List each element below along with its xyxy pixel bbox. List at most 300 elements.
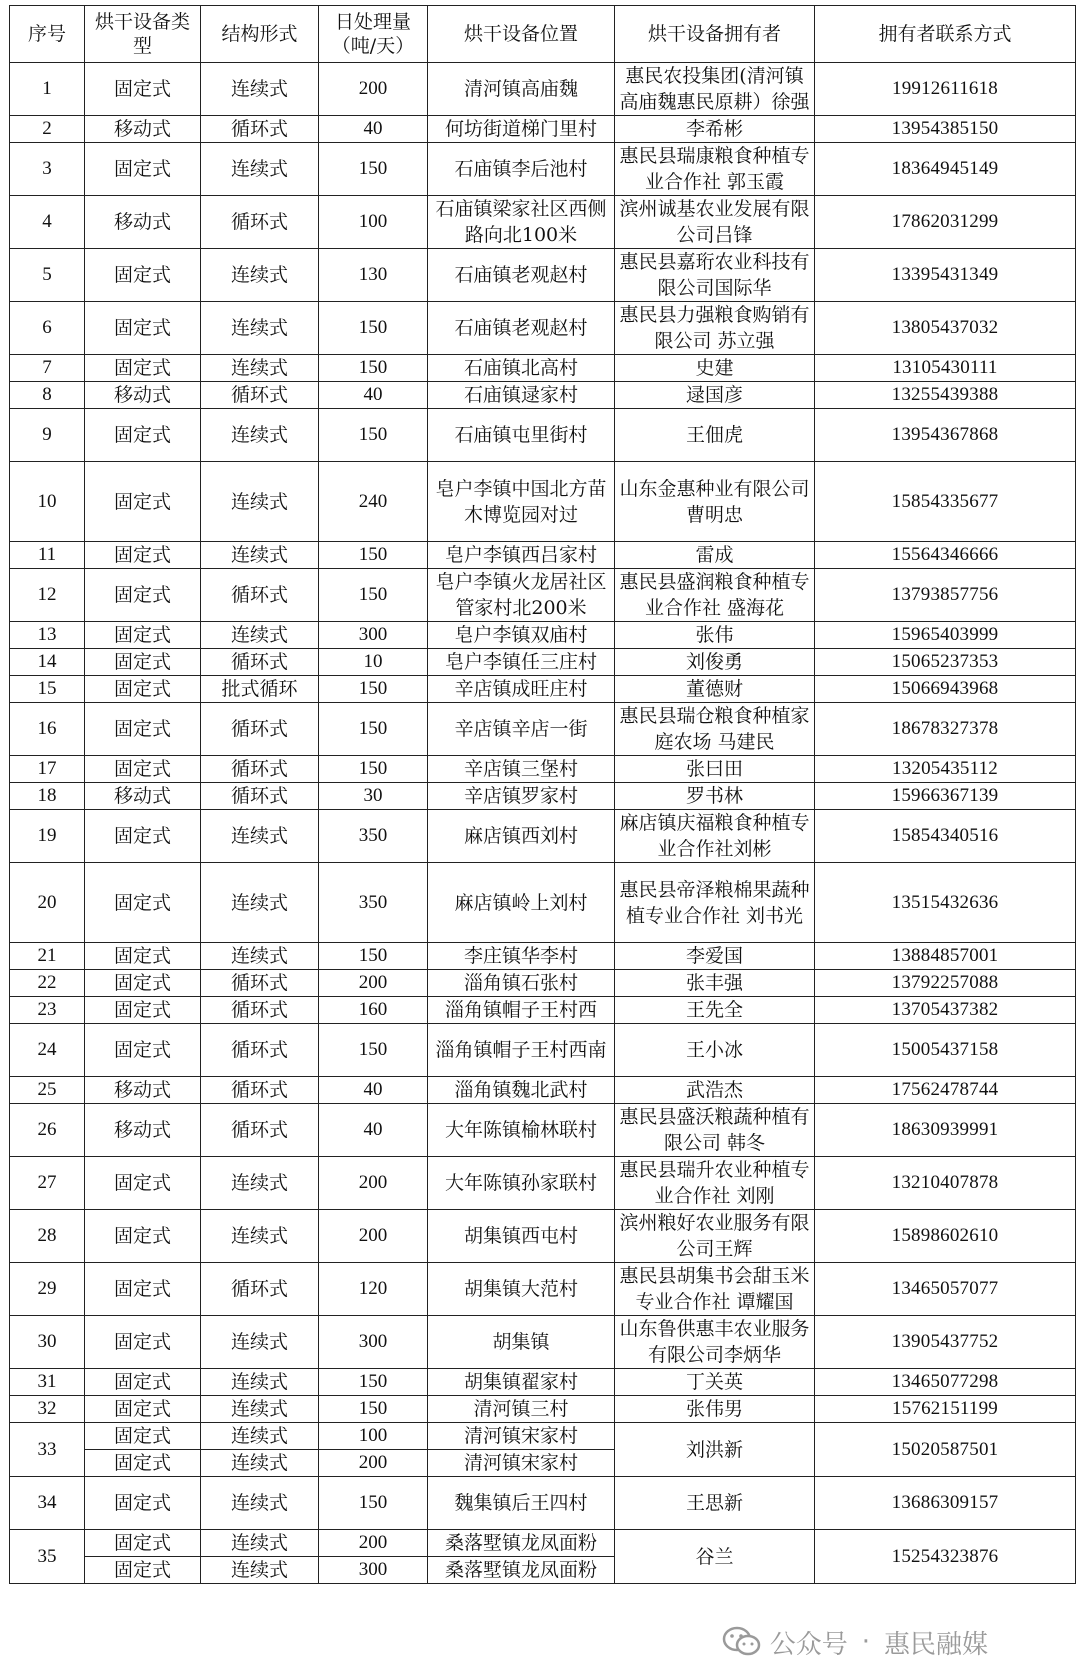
phone-cell: 13905437752 — [815, 1316, 1076, 1369]
owner-cell: 惠民县力强粮食购销有限公司 苏立强 — [615, 302, 815, 355]
structure-cell: 连续式 — [201, 63, 319, 116]
structure-cell: 连续式 — [201, 249, 319, 302]
row-number-cell: 2 — [10, 116, 85, 143]
row-number-cell: 6 — [10, 302, 85, 355]
row-number-cell: 26 — [10, 1104, 85, 1157]
capacity-cell: 130 — [319, 249, 428, 302]
structure-cell: 循环式 — [201, 649, 319, 676]
location-cell: 麻店镇岭上刘村 — [428, 863, 615, 943]
phone-cell: 15564346666 — [815, 542, 1076, 569]
type-cell: 固定式 — [85, 143, 201, 196]
table-body — [10, 63, 1076, 1584]
dryer-equipment-table — [9, 5, 1076, 1584]
row-number-cell: 28 — [10, 1210, 85, 1263]
type-cell: 固定式 — [85, 1369, 201, 1396]
table-row — [10, 302, 1076, 355]
phone-cell: 13686309157 — [815, 1477, 1076, 1530]
phone-cell: 15965403999 — [815, 622, 1076, 649]
table-row — [10, 63, 1076, 116]
location-cell: 清河镇宋家村 — [428, 1423, 615, 1450]
table-row — [10, 997, 1076, 1024]
type-cell: 移动式 — [85, 196, 201, 249]
phone-cell: 13105430111 — [815, 355, 1076, 382]
structure-cell: 循环式 — [201, 1024, 319, 1077]
location-cell: 大年陈镇榆林联村 — [428, 1104, 615, 1157]
structure-cell: 连续式 — [201, 1477, 319, 1530]
table-row — [10, 249, 1076, 302]
owner-cell: 惠民县瑞康粮食种植专业合作社 郭玉霞 — [615, 143, 815, 196]
location-cell: 清河镇三村 — [428, 1396, 615, 1423]
location-cell: 李庄镇华李村 — [428, 943, 615, 970]
type-cell: 移动式 — [85, 783, 201, 810]
header-cell-location: 烘干设备位置 — [428, 6, 615, 63]
location-cell: 石庙镇北高村 — [428, 355, 615, 382]
phone-cell: 13465057077 — [815, 1263, 1076, 1316]
type-cell: 移动式 — [85, 1077, 201, 1104]
type-cell: 固定式 — [85, 409, 201, 462]
structure-cell: 批式循环 — [201, 676, 319, 703]
structure-cell: 循环式 — [201, 1263, 319, 1316]
location-cell: 胡集镇 — [428, 1316, 615, 1369]
type-cell: 固定式 — [85, 1450, 201, 1477]
table-row — [10, 649, 1076, 676]
row-number-cell: 12 — [10, 569, 85, 622]
row-number-cell: 34 — [10, 1477, 85, 1530]
header-cell-type: 烘干设备类型 — [85, 6, 201, 63]
location-cell: 桑落墅镇龙凤面粉 — [428, 1530, 615, 1557]
phone-cell: 15854335677 — [815, 462, 1076, 542]
row-number-cell: 8 — [10, 382, 85, 409]
owner-cell: 谷兰 — [615, 1530, 815, 1584]
structure-cell: 连续式 — [201, 1530, 319, 1557]
type-cell: 固定式 — [85, 622, 201, 649]
owner-cell: 张伟男 — [615, 1396, 815, 1423]
row-number-cell: 31 — [10, 1369, 85, 1396]
type-cell: 固定式 — [85, 676, 201, 703]
owner-cell: 惠民县嘉珩农业科技有限公司国际华 — [615, 249, 815, 302]
phone-cell: 13954385150 — [815, 116, 1076, 143]
capacity-cell: 200 — [319, 1530, 428, 1557]
phone-cell: 17862031299 — [815, 196, 1076, 249]
location-cell: 桑落墅镇龙凤面粉 — [428, 1557, 615, 1584]
structure-cell: 连续式 — [201, 863, 319, 943]
type-cell: 固定式 — [85, 863, 201, 943]
location-cell: 皂户李镇中国北方苗木博览园对过 — [428, 462, 615, 542]
table-row — [10, 409, 1076, 462]
equipment-table-container — [9, 5, 1075, 1584]
owner-cell: 李爱国 — [615, 943, 815, 970]
type-cell: 固定式 — [85, 810, 201, 863]
owner-cell: 滨州诚基农业发展有限公司吕锋 — [615, 196, 815, 249]
header-cell-phone: 拥有者联系方式 — [815, 6, 1076, 63]
owner-cell: 逯国彦 — [615, 382, 815, 409]
capacity-cell: 150 — [319, 756, 428, 783]
table-row — [10, 622, 1076, 649]
location-cell: 辛店镇罗家村 — [428, 783, 615, 810]
row-number-cell: 13 — [10, 622, 85, 649]
owner-cell: 惠民县盛润粮食种植专业合作社 盛海花 — [615, 569, 815, 622]
row-number-cell: 24 — [10, 1024, 85, 1077]
location-cell: 皂户李镇火龙居社区管家村北200米 — [428, 569, 615, 622]
phone-cell: 15898602610 — [815, 1210, 1076, 1263]
structure-cell: 连续式 — [201, 1557, 319, 1584]
type-cell: 固定式 — [85, 997, 201, 1024]
type-cell: 固定式 — [85, 1423, 201, 1450]
location-cell: 皂户李镇任三庄村 — [428, 649, 615, 676]
location-cell: 石庙镇屯里街村 — [428, 409, 615, 462]
owner-cell: 惠民县盛沃粮蔬种植有限公司 韩冬 — [615, 1104, 815, 1157]
location-cell: 清河镇高庙魏 — [428, 63, 615, 116]
location-cell: 辛店镇三堡村 — [428, 756, 615, 783]
header-row — [10, 6, 1076, 63]
capacity-cell: 150 — [319, 302, 428, 355]
type-cell: 固定式 — [85, 249, 201, 302]
type-cell: 固定式 — [85, 1024, 201, 1077]
type-cell: 移动式 — [85, 382, 201, 409]
header-cell-no: 序号 — [10, 6, 85, 63]
phone-cell: 15020587501 — [815, 1423, 1076, 1477]
owner-cell: 丁关英 — [615, 1369, 815, 1396]
capacity-cell: 100 — [319, 196, 428, 249]
phone-cell: 15966367139 — [815, 783, 1076, 810]
structure-cell: 循环式 — [201, 1104, 319, 1157]
capacity-cell: 10 — [319, 649, 428, 676]
phone-cell: 13793857756 — [815, 569, 1076, 622]
phone-cell: 13515432636 — [815, 863, 1076, 943]
capacity-cell: 300 — [319, 1557, 428, 1584]
table-row — [10, 756, 1076, 783]
owner-cell: 惠民农投集团(清河镇高庙魏惠民原耕）徐强 — [615, 63, 815, 116]
capacity-cell: 300 — [319, 1316, 428, 1369]
phone-cell: 13465077298 — [815, 1369, 1076, 1396]
location-cell: 胡集镇大范村 — [428, 1263, 615, 1316]
owner-cell: 王小冰 — [615, 1024, 815, 1077]
owner-cell: 武浩杰 — [615, 1077, 815, 1104]
table-row — [10, 676, 1076, 703]
owner-cell: 滨州粮好农业服务有限公司王辉 — [615, 1210, 815, 1263]
row-number-cell: 21 — [10, 943, 85, 970]
structure-cell: 连续式 — [201, 409, 319, 462]
structure-cell: 连续式 — [201, 622, 319, 649]
structure-cell: 连续式 — [201, 1210, 319, 1263]
table-row — [10, 1210, 1076, 1263]
row-number-cell: 25 — [10, 1077, 85, 1104]
type-cell: 固定式 — [85, 970, 201, 997]
owner-cell: 惠民县胡集书会甜玉米专业合作社 谭耀国 — [615, 1263, 815, 1316]
table-row — [10, 1530, 1076, 1557]
owner-cell: 张伟 — [615, 622, 815, 649]
phone-cell: 18678327378 — [815, 703, 1076, 756]
structure-cell: 循环式 — [201, 1077, 319, 1104]
location-cell: 淄角镇帽子王村西南 — [428, 1024, 615, 1077]
row-number-cell: 3 — [10, 143, 85, 196]
row-number-cell: 23 — [10, 997, 85, 1024]
row-number-cell: 30 — [10, 1316, 85, 1369]
location-cell: 石庙镇梁家社区西侧路向北100米 — [428, 196, 615, 249]
row-number-cell: 16 — [10, 703, 85, 756]
table-row — [10, 355, 1076, 382]
type-cell: 固定式 — [85, 1263, 201, 1316]
wechat-icon — [722, 1626, 762, 1658]
type-cell: 固定式 — [85, 542, 201, 569]
type-cell: 固定式 — [85, 569, 201, 622]
location-cell: 石庙镇老观赵村 — [428, 249, 615, 302]
type-cell: 固定式 — [85, 1557, 201, 1584]
type-cell: 固定式 — [85, 462, 201, 542]
row-number-cell: 10 — [10, 462, 85, 542]
structure-cell: 连续式 — [201, 302, 319, 355]
location-cell: 辛店镇成旺庄村 — [428, 676, 615, 703]
capacity-cell: 150 — [319, 676, 428, 703]
location-cell: 淄角镇帽子王村西 — [428, 997, 615, 1024]
owner-cell: 刘俊勇 — [615, 649, 815, 676]
table-row — [10, 1423, 1076, 1450]
location-cell: 石庙镇逯家村 — [428, 382, 615, 409]
capacity-cell: 240 — [319, 462, 428, 542]
type-cell: 固定式 — [85, 302, 201, 355]
row-number-cell: 4 — [10, 196, 85, 249]
table-row — [10, 970, 1076, 997]
owner-cell: 雷成 — [615, 542, 815, 569]
phone-cell: 13205435112 — [815, 756, 1076, 783]
table-row — [10, 382, 1076, 409]
structure-cell: 循环式 — [201, 569, 319, 622]
capacity-cell: 200 — [319, 1157, 428, 1210]
location-cell: 皂户李镇西吕家村 — [428, 542, 615, 569]
structure-cell: 连续式 — [201, 1396, 319, 1423]
phone-cell: 15005437158 — [815, 1024, 1076, 1077]
phone-cell: 13884857001 — [815, 943, 1076, 970]
row-number-cell: 1 — [10, 63, 85, 116]
structure-cell: 循环式 — [201, 116, 319, 143]
owner-cell: 惠民县瑞升农业种植专业合作社 刘刚 — [615, 1157, 815, 1210]
phone-cell: 15762151199 — [815, 1396, 1076, 1423]
table-row — [10, 1396, 1076, 1423]
owner-cell: 刘洪新 — [615, 1423, 815, 1477]
structure-cell: 循环式 — [201, 970, 319, 997]
table-row — [10, 1157, 1076, 1210]
phone-cell: 13805437032 — [815, 302, 1076, 355]
capacity-cell: 200 — [319, 1210, 428, 1263]
type-cell: 移动式 — [85, 1104, 201, 1157]
capacity-cell: 40 — [319, 1077, 428, 1104]
owner-cell: 山东鲁供惠丰农业服务有限公司李炳华 — [615, 1316, 815, 1369]
row-number-cell: 29 — [10, 1263, 85, 1316]
table-row — [10, 703, 1076, 756]
table-row — [10, 810, 1076, 863]
row-number-cell: 9 — [10, 409, 85, 462]
header-cell-owner: 烘干设备拥有者 — [615, 6, 815, 63]
table-row — [10, 1477, 1076, 1530]
structure-cell: 连续式 — [201, 1316, 319, 1369]
phone-cell: 13210407878 — [815, 1157, 1076, 1210]
table-row — [10, 462, 1076, 542]
row-number-cell: 19 — [10, 810, 85, 863]
phone-cell: 18364945149 — [815, 143, 1076, 196]
capacity-cell: 100 — [319, 1423, 428, 1450]
location-cell: 清河镇宋家村 — [428, 1450, 615, 1477]
phone-cell: 19912611618 — [815, 63, 1076, 116]
capacity-cell: 120 — [319, 1263, 428, 1316]
watermark-account: 惠民融媒 — [883, 1629, 988, 1660]
capacity-cell: 40 — [319, 116, 428, 143]
capacity-cell: 200 — [319, 63, 428, 116]
location-cell: 胡集镇西屯村 — [428, 1210, 615, 1263]
capacity-cell: 350 — [319, 810, 428, 863]
header-cell-structure: 结构形式 — [201, 6, 319, 63]
capacity-cell: 350 — [319, 863, 428, 943]
owner-cell: 王佃虎 — [615, 409, 815, 462]
phone-cell: 15254323876 — [815, 1530, 1076, 1584]
type-cell: 固定式 — [85, 1157, 201, 1210]
row-number-cell: 5 — [10, 249, 85, 302]
row-number-cell: 32 — [10, 1396, 85, 1423]
type-cell: 固定式 — [85, 943, 201, 970]
structure-cell: 循环式 — [201, 382, 319, 409]
capacity-cell: 150 — [319, 355, 428, 382]
type-cell: 固定式 — [85, 1210, 201, 1263]
row-number-cell: 18 — [10, 783, 85, 810]
watermark — [722, 1622, 988, 1662]
type-cell: 固定式 — [85, 1316, 201, 1369]
structure-cell: 连续式 — [201, 943, 319, 970]
watermark-separator: · — [861, 1627, 870, 1657]
structure-cell: 连续式 — [201, 143, 319, 196]
capacity-cell: 200 — [319, 1450, 428, 1477]
phone-cell: 13792257088 — [815, 970, 1076, 997]
phone-cell: 13954367868 — [815, 409, 1076, 462]
owner-cell: 山东金惠种业有限公司 曹明忠 — [615, 462, 815, 542]
row-number-cell: 14 — [10, 649, 85, 676]
capacity-cell: 200 — [319, 970, 428, 997]
structure-cell: 循环式 — [201, 703, 319, 756]
location-cell: 何坊街道梯门里村 — [428, 116, 615, 143]
row-number-cell: 22 — [10, 970, 85, 997]
owner-cell: 史建 — [615, 355, 815, 382]
location-cell: 石庙镇老观赵村 — [428, 302, 615, 355]
structure-cell: 连续式 — [201, 462, 319, 542]
row-number-cell: 17 — [10, 756, 85, 783]
capacity-cell: 150 — [319, 1369, 428, 1396]
table-row — [10, 1316, 1076, 1369]
watermark-label: 公众号 — [769, 1629, 848, 1660]
structure-cell: 循环式 — [201, 783, 319, 810]
location-cell: 皂户李镇双庙村 — [428, 622, 615, 649]
capacity-cell: 40 — [319, 382, 428, 409]
owner-cell: 李希彬 — [615, 116, 815, 143]
owner-cell: 惠民县瑞仓粮食种植家庭农场 马建民 — [615, 703, 815, 756]
table-row — [10, 783, 1076, 810]
table-row — [10, 1263, 1076, 1316]
location-cell: 魏集镇后王四村 — [428, 1477, 615, 1530]
row-number-cell: 35 — [10, 1530, 85, 1584]
table-row — [10, 196, 1076, 249]
type-cell: 固定式 — [85, 649, 201, 676]
owner-cell: 王先全 — [615, 997, 815, 1024]
owner-cell: 惠民县帝泽粮棉果蔬种植专业合作社 刘书光 — [615, 863, 815, 943]
row-number-cell: 27 — [10, 1157, 85, 1210]
location-cell: 麻店镇西刘村 — [428, 810, 615, 863]
capacity-cell: 150 — [319, 1396, 428, 1423]
location-cell: 石庙镇李后池村 — [428, 143, 615, 196]
owner-cell: 张曰田 — [615, 756, 815, 783]
structure-cell: 连续式 — [201, 1450, 319, 1477]
location-cell: 淄角镇石张村 — [428, 970, 615, 997]
table-row — [10, 1077, 1076, 1104]
structure-cell: 连续式 — [201, 355, 319, 382]
capacity-cell: 150 — [319, 542, 428, 569]
capacity-cell: 40 — [319, 1104, 428, 1157]
row-number-cell: 33 — [10, 1423, 85, 1477]
row-number-cell: 15 — [10, 676, 85, 703]
table-row — [10, 116, 1076, 143]
capacity-cell: 150 — [319, 1477, 428, 1530]
capacity-cell: 300 — [319, 622, 428, 649]
phone-cell: 13395431349 — [815, 249, 1076, 302]
location-cell: 淄角镇魏北武村 — [428, 1077, 615, 1104]
header-cell-capacity: 日处理量（吨/天） — [319, 6, 428, 63]
phone-cell: 13255439388 — [815, 382, 1076, 409]
phone-cell: 15065237353 — [815, 649, 1076, 676]
owner-cell: 罗书林 — [615, 783, 815, 810]
table-row — [10, 1369, 1076, 1396]
structure-cell: 连续式 — [201, 1157, 319, 1210]
structure-cell: 循环式 — [201, 997, 319, 1024]
capacity-cell: 150 — [319, 943, 428, 970]
row-number-cell: 11 — [10, 542, 85, 569]
owner-cell: 董德财 — [615, 676, 815, 703]
owner-cell: 王思新 — [615, 1477, 815, 1530]
structure-cell: 连续式 — [201, 542, 319, 569]
table-row — [10, 143, 1076, 196]
type-cell: 固定式 — [85, 355, 201, 382]
phone-cell: 15854340516 — [815, 810, 1076, 863]
location-cell: 辛店镇辛店一街 — [428, 703, 615, 756]
table-row — [10, 943, 1076, 970]
owner-cell: 麻店镇庆福粮食种植专业合作社刘彬 — [615, 810, 815, 863]
phone-cell: 13705437382 — [815, 997, 1076, 1024]
table-row — [10, 863, 1076, 943]
phone-cell: 18630939991 — [815, 1104, 1076, 1157]
type-cell: 移动式 — [85, 116, 201, 143]
table-row — [10, 569, 1076, 622]
capacity-cell: 30 — [319, 783, 428, 810]
structure-cell: 连续式 — [201, 1369, 319, 1396]
table-row — [10, 1104, 1076, 1157]
location-cell: 大年陈镇孙家联村 — [428, 1157, 615, 1210]
capacity-cell: 160 — [319, 997, 428, 1024]
structure-cell: 循环式 — [201, 196, 319, 249]
phone-cell: 15066943968 — [815, 676, 1076, 703]
type-cell: 固定式 — [85, 756, 201, 783]
capacity-cell: 150 — [319, 569, 428, 622]
capacity-cell: 150 — [319, 409, 428, 462]
type-cell: 固定式 — [85, 1530, 201, 1557]
structure-cell: 连续式 — [201, 810, 319, 863]
structure-cell: 连续式 — [201, 1423, 319, 1450]
owner-cell: 张丰强 — [615, 970, 815, 997]
capacity-cell: 150 — [319, 703, 428, 756]
type-cell: 固定式 — [85, 703, 201, 756]
row-number-cell: 20 — [10, 863, 85, 943]
table-row — [10, 542, 1076, 569]
capacity-cell: 150 — [319, 143, 428, 196]
location-cell: 胡集镇翟家村 — [428, 1369, 615, 1396]
row-number-cell: 7 — [10, 355, 85, 382]
table-row — [10, 1024, 1076, 1077]
phone-cell: 17562478744 — [815, 1077, 1076, 1104]
structure-cell: 循环式 — [201, 756, 319, 783]
